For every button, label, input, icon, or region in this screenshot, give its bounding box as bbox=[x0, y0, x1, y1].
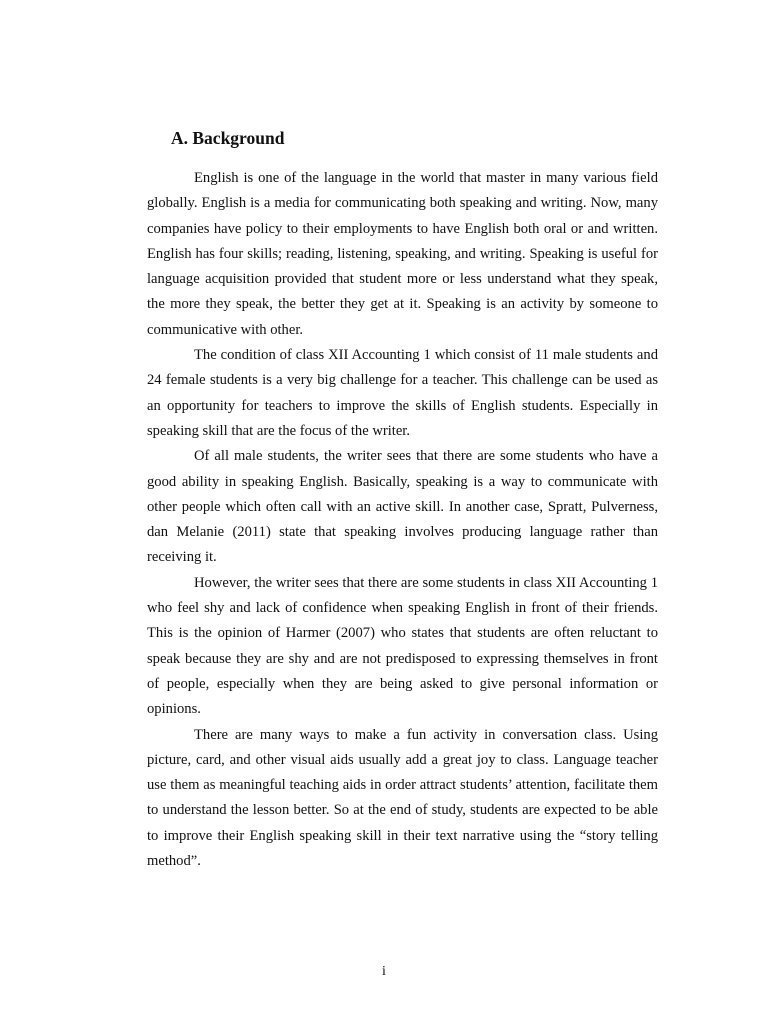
page-number: i bbox=[382, 964, 386, 979]
paragraph-4: However, the writer sees that there are some students in class XII Accounting 1 who feel shy and lack of confidence when speaking English in front of their friends. This is the opinion of Harmer (2007) who states that students are often reluctant to speak because they are shy and are not predisposed to expressing themselves in front of people, especially when they are being asked to give personal information or opinions. bbox=[147, 574, 658, 718]
paragraph-5: There are many ways to make a fun activity in conversation class. Using picture, card, and other visual aids usually add a great joy to class. Language teacher use them as meaningful teaching aids in order attract students’ attention, facilitate them to understand the lesson better. So at the end of study, students are expected to be able to improve their English speaking skill in their text narrative using the “story telling method”. bbox=[147, 726, 658, 870]
paragraph-1: English is one of the language in the world that master in many various field globally. English is a media for communicating both speaking and writing. Now, many companies have policy to their employments to have English both oral or and written. English has four skills; reading, listening, speaking, and writing. Speaking is useful for language acquisition provided that student more or less understand what they speak, the more they speak, the better they get at it. Speaking is an activity by someone to communicative with other. bbox=[147, 170, 658, 338]
paragraph-3: Of all male students, the writer sees that there are some students who have a good ability in speaking English. Basically, speaking is a way to communicate with other people which often call with an active skill. In another case, Spratt, Pulverness, dan Melanie (2011) state that speaking involves producing language rather than receiving it. bbox=[147, 448, 658, 566]
paragraph-2: The condition of class XII Accounting 1 which consist of 11 male students and 24 female students is a very big challenge for a teacher. This challenge can be used as an opportunity for teachers to improve the skills of English students. Especially in speaking skill that are the focus of the writer. bbox=[147, 347, 658, 439]
body-text bbox=[147, 166, 658, 874]
section-heading: A. Background bbox=[171, 128, 285, 148]
